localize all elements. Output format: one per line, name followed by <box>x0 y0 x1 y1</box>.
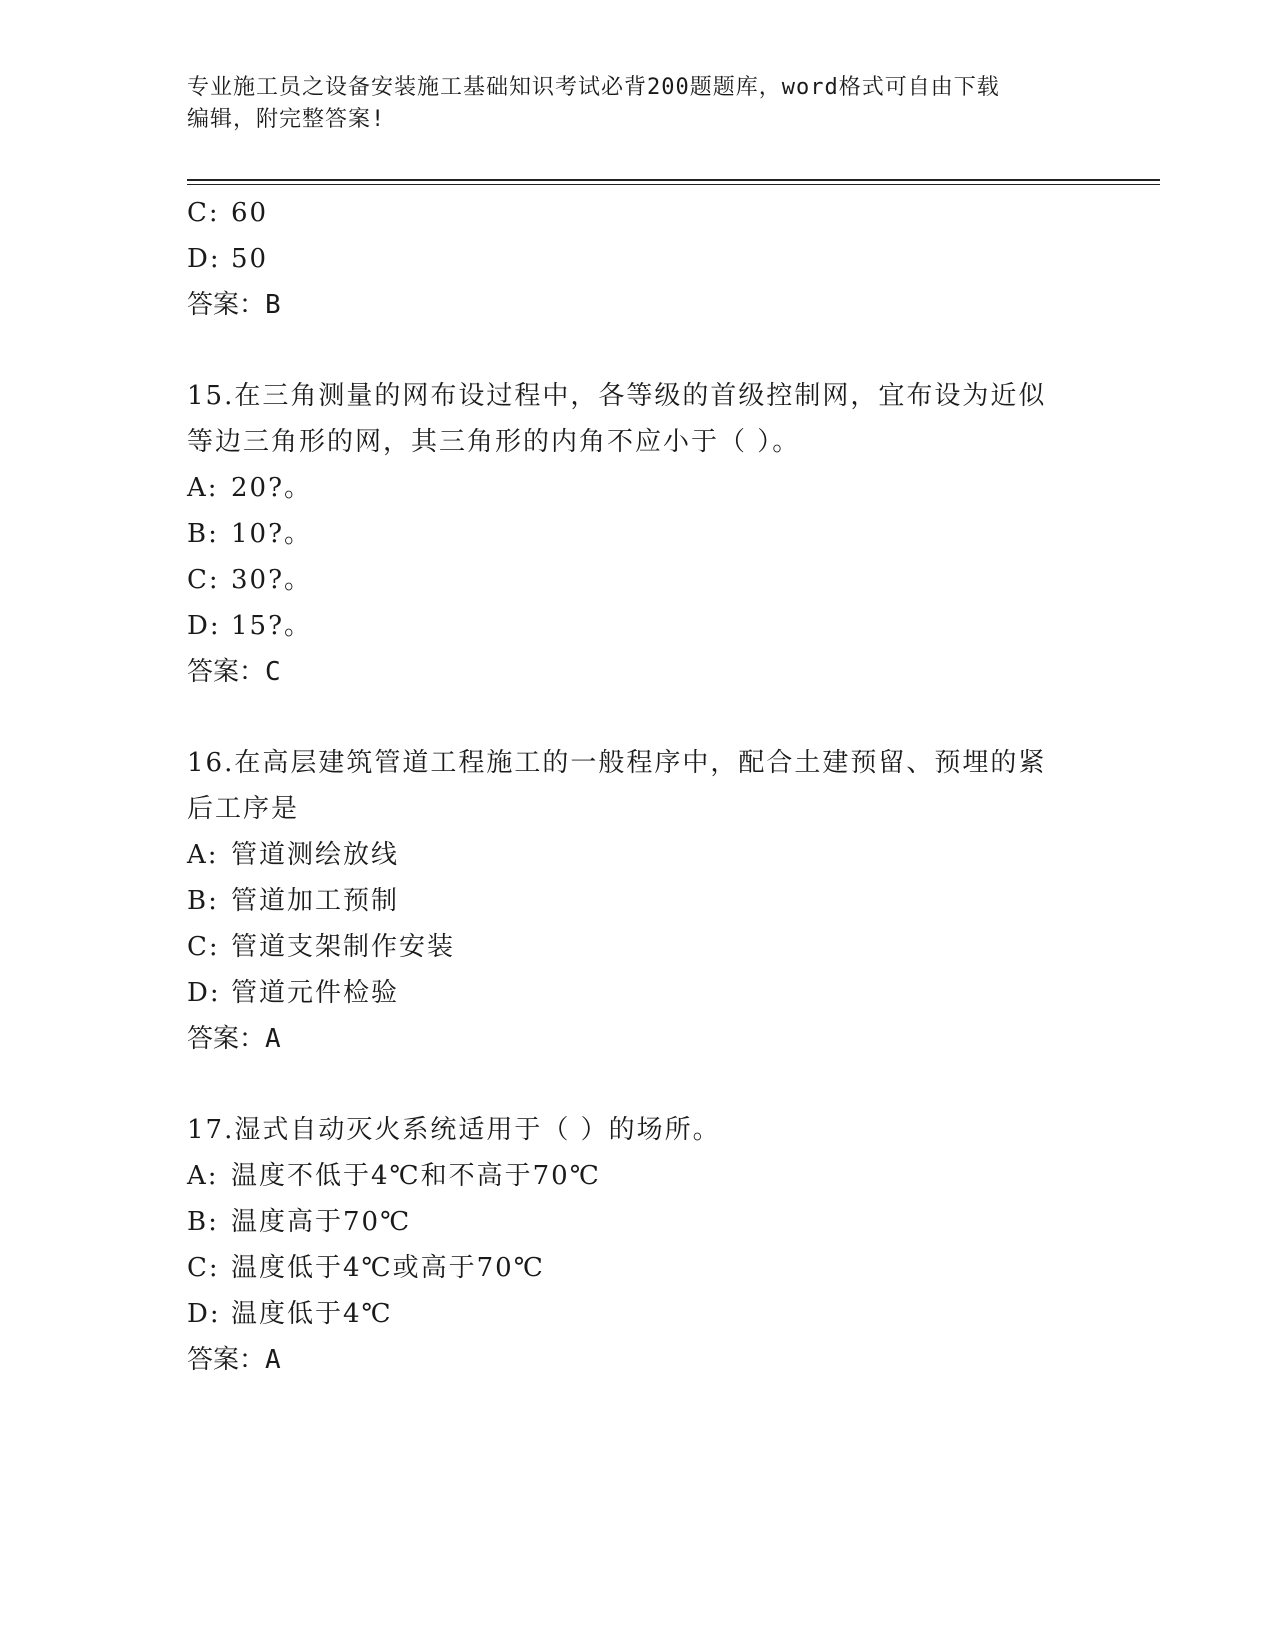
answer-line: 答案：C <box>187 657 281 687</box>
option-text: 温度低于4℃或高于70℃ <box>231 1253 545 1283</box>
option-text: 管道支架制作安装 <box>231 932 456 962</box>
answer-line: 答案：B <box>187 290 281 320</box>
option-text: 60 <box>231 198 269 228</box>
option-text: 15?。 <box>231 611 313 641</box>
question-stem-line: 15.在三角测量的网布设过程中，各等级的首级控制网，宜布设为近似 <box>187 381 1047 411</box>
option-d <box>187 970 1087 1016</box>
option-letter: B: <box>187 1207 219 1237</box>
option-d <box>187 603 1087 649</box>
option-text: 30?。 <box>231 565 313 595</box>
option-letter: C: <box>187 932 220 962</box>
header-line-1: 专业施工员之设备安装施工基础知识考试必背200题题库，word格式可自由下载 <box>187 75 1000 100</box>
option-text: 温度不低于4℃和不高于70℃ <box>231 1161 601 1191</box>
option-letter: A: <box>187 1161 219 1191</box>
question-17 <box>187 1107 1087 1383</box>
option-text: 管道测绘放线 <box>231 840 400 870</box>
option-a <box>187 832 1087 878</box>
option-text: 管道元件检验 <box>231 978 400 1008</box>
option-c <box>187 1245 1087 1291</box>
option-letter: A: <box>187 840 219 870</box>
option-letter: D: <box>187 244 221 274</box>
question-15 <box>187 373 1087 695</box>
option-c <box>187 190 1087 236</box>
option-letter: A: <box>187 473 219 503</box>
option-a <box>187 1153 1087 1199</box>
option-text: 10?。 <box>231 519 313 549</box>
option-text: 20?。 <box>231 473 313 503</box>
question-stem-line: 17.湿式自动灭火系统适用于（ ）的场所。 <box>187 1115 721 1145</box>
option-letter: C: <box>187 565 220 595</box>
option-letter: C: <box>187 198 220 228</box>
option-c <box>187 924 1087 970</box>
question-16 <box>187 740 1087 1062</box>
question-14-tail <box>187 190 1087 328</box>
option-c <box>187 557 1087 603</box>
option-letter: B: <box>187 519 219 549</box>
question-stem-line: 16.在高层建筑管道工程施工的一般程序中，配合土建预留、预埋的紧 <box>187 748 1047 778</box>
option-b <box>187 878 1087 924</box>
header-line-2: 编辑，附完整答案! <box>187 107 386 132</box>
header-divider-thick <box>187 179 1160 181</box>
option-letter: D: <box>187 978 221 1008</box>
option-letter: C: <box>187 1253 220 1283</box>
option-d <box>187 236 1087 282</box>
option-text: 50 <box>231 244 269 274</box>
option-d <box>187 1291 1087 1337</box>
question-stem-line: 后工序是 <box>187 794 300 824</box>
option-text: 温度高于70℃ <box>231 1207 412 1237</box>
option-b <box>187 1199 1087 1245</box>
option-b <box>187 511 1087 557</box>
option-letter: B: <box>187 886 219 916</box>
option-a <box>187 465 1087 511</box>
document-header <box>187 72 1087 136</box>
option-letter: D: <box>187 1299 221 1329</box>
answer-line: 答案：A <box>187 1024 281 1054</box>
document-body <box>187 190 1087 1383</box>
question-stem-line: 等边三角形的网，其三角形的内角不应小于（ ）。 <box>187 427 801 457</box>
option-text: 管道加工预制 <box>231 886 400 916</box>
option-text: 温度低于4℃ <box>231 1299 393 1329</box>
option-letter: D: <box>187 611 221 641</box>
header-divider-thin <box>187 184 1160 185</box>
answer-line: 答案：A <box>187 1345 281 1375</box>
